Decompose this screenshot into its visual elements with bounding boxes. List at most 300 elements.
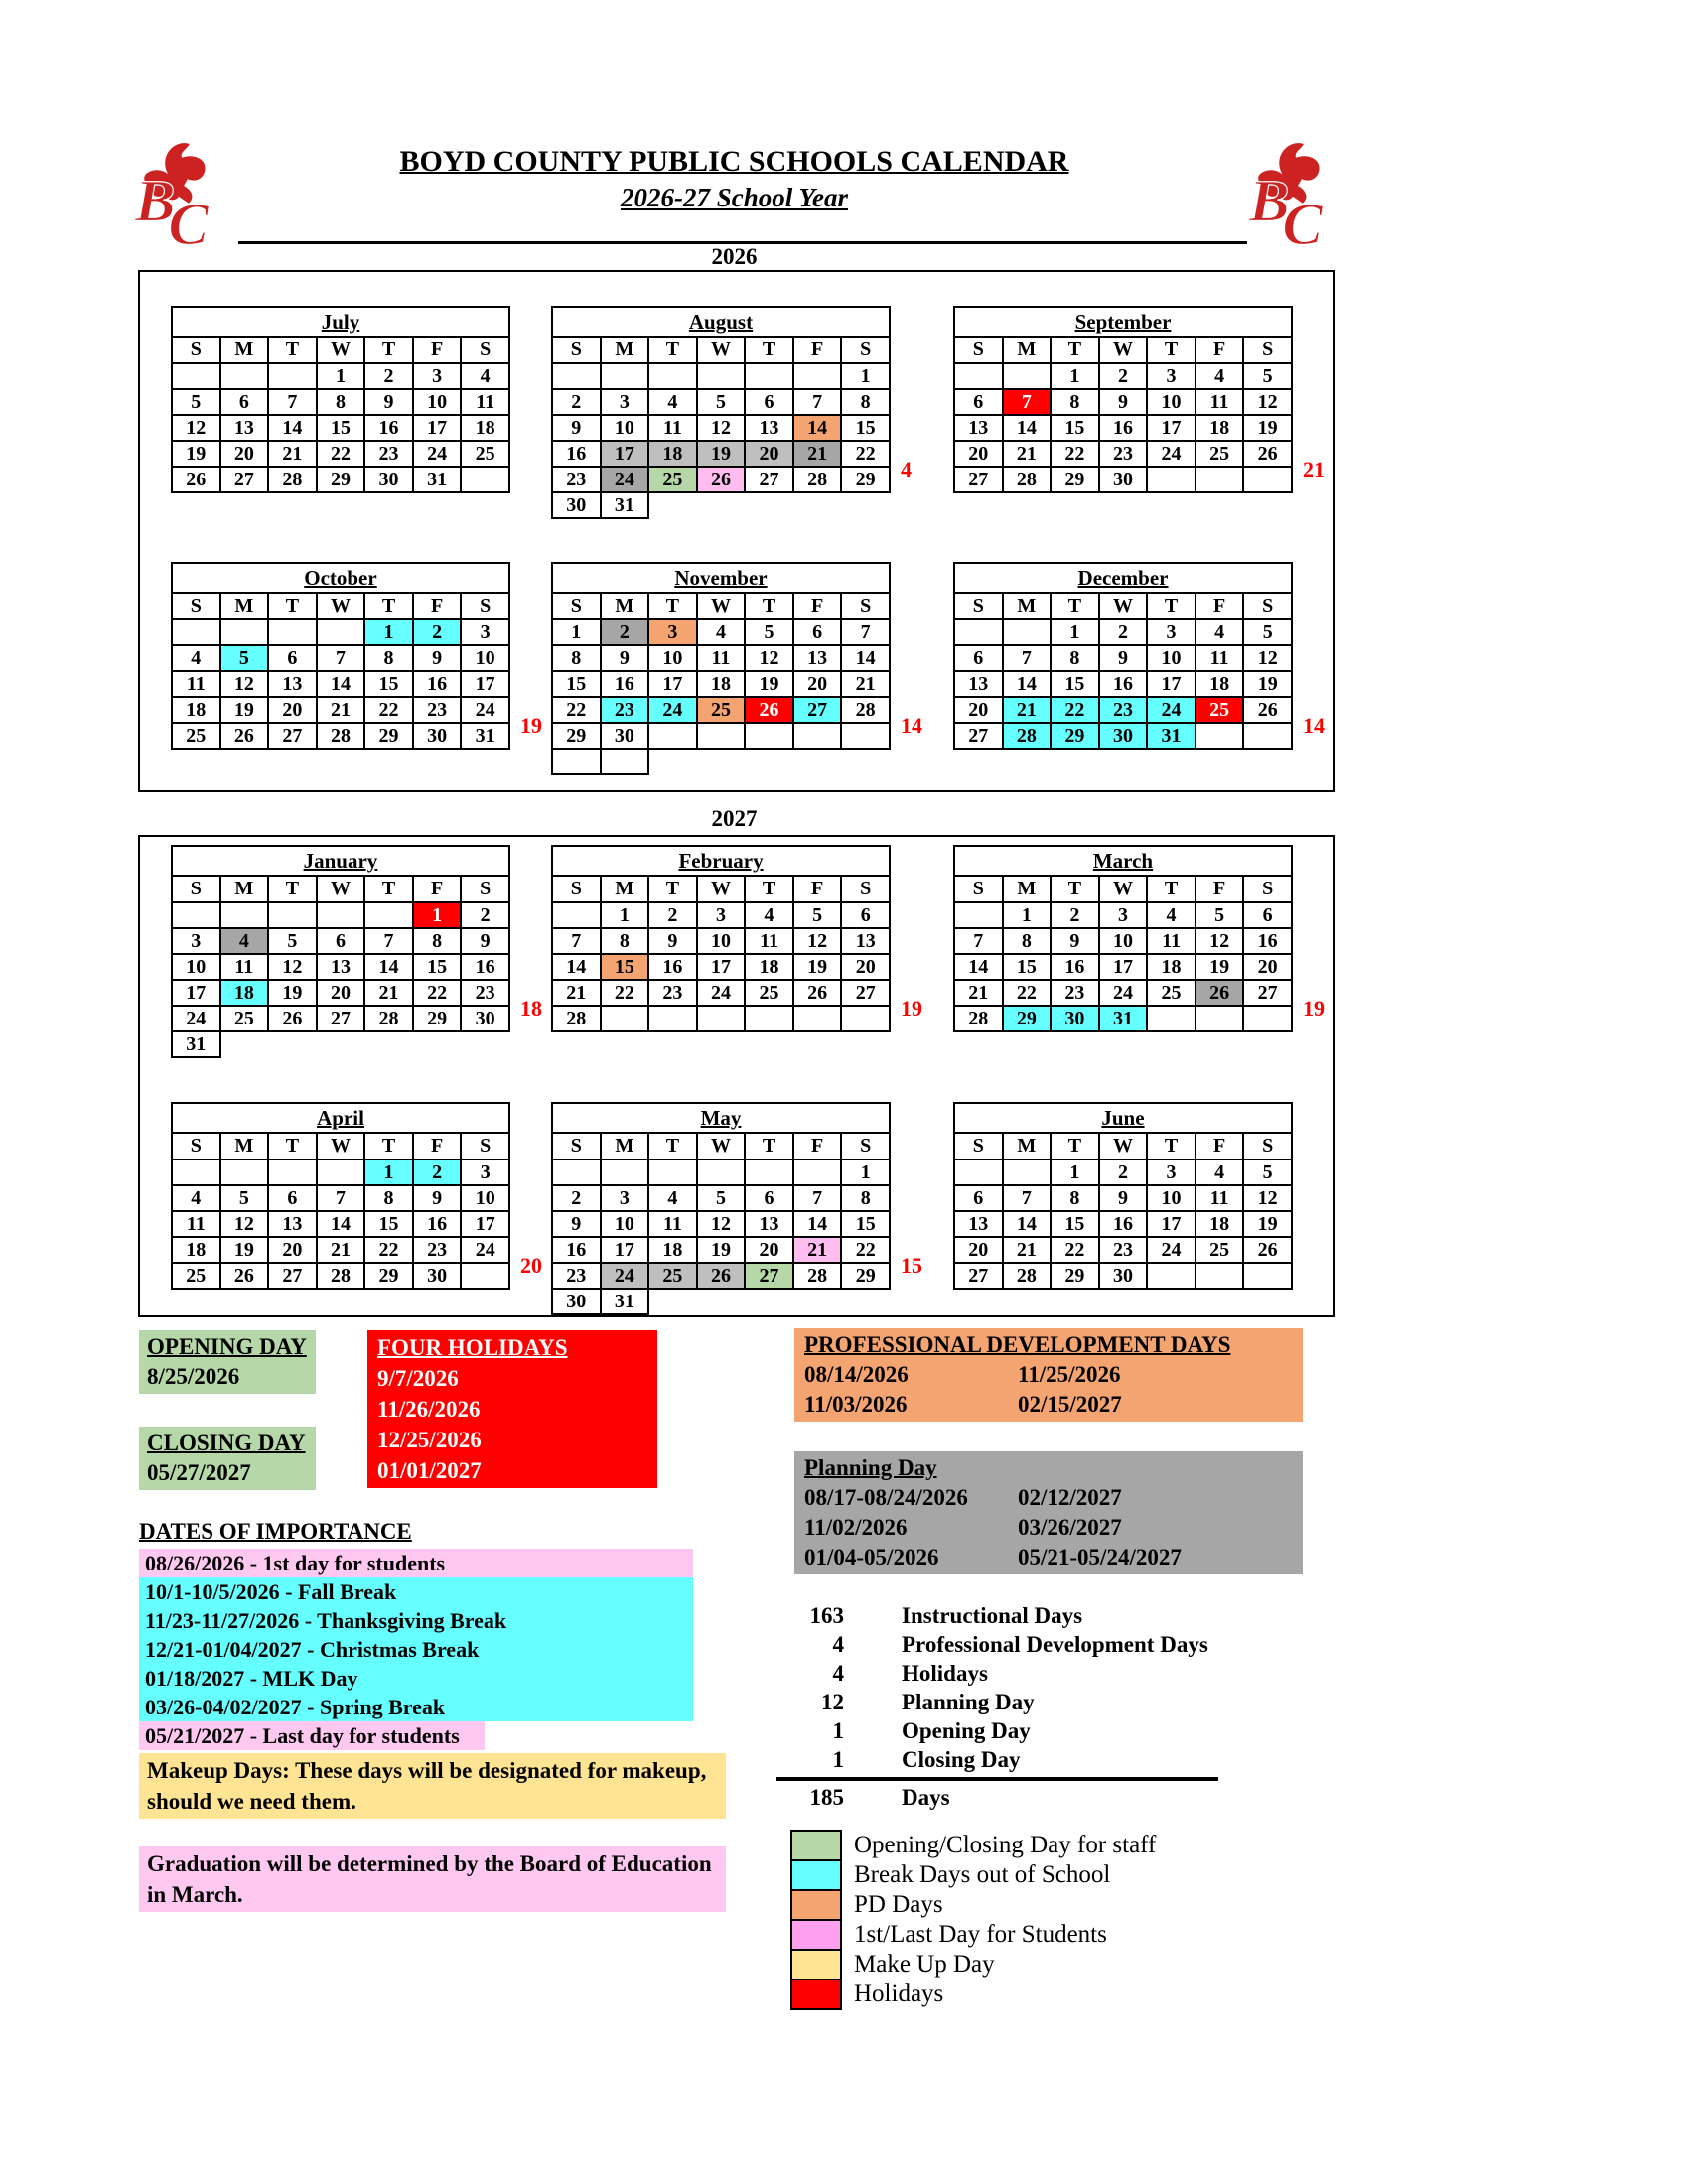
day-cell: 31 — [601, 1289, 649, 1314]
logo-letter-b: B — [135, 168, 176, 235]
day-cell — [954, 1160, 1003, 1185]
day-cell: 16 — [1051, 954, 1099, 980]
importance-item: 05/21/2027 - Last day for students — [139, 1721, 485, 1750]
day-cell — [793, 363, 842, 389]
day-cell: 18 — [648, 1237, 697, 1263]
day-cell: 19 — [1243, 1211, 1292, 1237]
day-cell — [648, 1160, 697, 1185]
day-cell — [793, 1006, 842, 1031]
day-cell: 22 — [1051, 1237, 1099, 1263]
day-cell: 25 — [172, 723, 220, 749]
month-may — [551, 1102, 922, 1315]
day-cell — [1243, 1263, 1292, 1289]
day-cell: 18 — [220, 980, 269, 1006]
day-header: S — [172, 337, 220, 363]
day-cell: 11 — [172, 671, 220, 697]
day-header: S — [461, 1133, 509, 1160]
day-cell: 12 — [745, 645, 793, 671]
dates-of-importance-title: DATES OF IMPORTANCE — [139, 1519, 412, 1544]
day-count-summary — [774, 1601, 1231, 1812]
day-cell: 26 — [745, 697, 793, 723]
day-cell: 23 — [413, 1237, 462, 1263]
day-cell: 16 — [1243, 928, 1292, 954]
day-cell — [601, 749, 649, 774]
pd-date: 02/15/2027 — [1018, 1392, 1122, 1417]
day-cell: 16 — [1099, 671, 1148, 697]
day-cell: 16 — [601, 671, 649, 697]
day-cell: 17 — [1099, 954, 1148, 980]
day-header: T — [1147, 337, 1196, 363]
day-cell: 10 — [461, 1185, 509, 1211]
day-header: F — [413, 1133, 462, 1160]
day-cell — [1147, 467, 1196, 492]
day-cell: 19 — [697, 1237, 746, 1263]
day-cell: 23 — [1099, 1237, 1148, 1263]
legend-swatch-green — [790, 1830, 842, 1861]
day-cell: 19 — [1243, 671, 1292, 697]
day-cell: 9 — [1099, 645, 1148, 671]
day-cell: 15 — [1051, 415, 1099, 441]
day-cell: 3 — [1147, 619, 1196, 645]
empty-spacer — [648, 749, 890, 774]
day-cell: 14 — [1003, 415, 1052, 441]
day-cell: 4 — [1147, 902, 1196, 928]
instructional-days-count: 4 — [901, 457, 912, 481]
pd-row — [804, 1360, 1293, 1390]
month-name-cell — [172, 563, 509, 593]
day-cell: 11 — [461, 389, 509, 415]
day-cell: 27 — [268, 1263, 317, 1289]
month-table-august — [551, 306, 891, 519]
day-cell — [697, 363, 746, 389]
day-cell: 12 — [697, 1211, 746, 1237]
day-cell: 16 — [461, 954, 509, 980]
day-cell: 24 — [413, 441, 462, 467]
day-header: S — [954, 876, 1003, 902]
day-cell: 20 — [1243, 954, 1292, 980]
day-cell: 22 — [841, 1237, 890, 1263]
year-box-2027 — [138, 835, 1335, 1317]
day-cell: 3 — [601, 389, 649, 415]
day-cell — [172, 902, 220, 928]
day-cell: 30 — [461, 1006, 509, 1031]
day-cell — [220, 619, 269, 645]
day-cell: 23 — [552, 467, 601, 492]
day-cell: 15 — [1051, 1211, 1099, 1237]
day-cell: 23 — [413, 697, 462, 723]
day-cell: 14 — [1003, 1211, 1052, 1237]
day-cell: 3 — [697, 902, 746, 928]
day-cell: 7 — [552, 928, 601, 954]
month-table-february — [551, 845, 891, 1032]
opening-day-title: OPENING DAY — [147, 1334, 307, 1359]
day-cell: 17 — [1147, 415, 1196, 441]
year-label-2026: 2026 — [711, 244, 758, 269]
day-header: S — [841, 876, 890, 902]
day-cell: 11 — [172, 1211, 220, 1237]
summary-row — [774, 1745, 1231, 1774]
day-cell: 30 — [552, 1289, 601, 1314]
day-cell: 5 — [793, 902, 842, 928]
day-cell: 18 — [745, 954, 793, 980]
day-cell: 10 — [1147, 645, 1196, 671]
month-july — [171, 306, 508, 493]
day-cell: 11 — [1196, 389, 1244, 415]
month-name-cell — [552, 307, 890, 337]
day-header: T — [648, 337, 697, 363]
day-cell: 15 — [601, 954, 649, 980]
day-cell: 4 — [648, 1185, 697, 1211]
month-name-cell — [172, 307, 509, 337]
day-cell: 26 — [220, 1263, 269, 1289]
day-header: T — [745, 1133, 793, 1160]
day-cell: 29 — [1051, 1263, 1099, 1289]
legend-label: PD Days — [854, 1891, 943, 1918]
month-august — [551, 306, 912, 519]
day-cell — [268, 902, 317, 928]
day-cell: 13 — [268, 1211, 317, 1237]
closing-day-block — [139, 1427, 316, 1490]
month-name: October — [304, 565, 377, 590]
day-cell: 24 — [1147, 441, 1196, 467]
day-header: T — [268, 1133, 317, 1160]
day-cell — [552, 363, 601, 389]
day-cell: 23 — [1099, 697, 1148, 723]
day-cell: 25 — [648, 1263, 697, 1289]
day-cell: 23 — [461, 980, 509, 1006]
day-header: F — [1196, 876, 1244, 902]
day-cell: 28 — [793, 1263, 842, 1289]
day-cell: 17 — [601, 1237, 649, 1263]
day-cell — [268, 1160, 317, 1185]
day-cell: 15 — [413, 954, 462, 980]
summary-label: Professional Development Days — [902, 1632, 1208, 1657]
month-table-july — [171, 306, 510, 493]
day-cell: 19 — [172, 441, 220, 467]
day-cell: 11 — [1196, 1185, 1244, 1211]
pd-days-block — [794, 1328, 1303, 1422]
importance-item: 03/26-04/02/2027 - Spring Break — [139, 1693, 693, 1721]
day-cell — [364, 902, 413, 928]
day-header: T — [1051, 876, 1099, 902]
day-cell: 1 — [413, 902, 462, 928]
day-cell: 29 — [1003, 1006, 1052, 1031]
legend-label: Opening/Closing Day for staff — [854, 1832, 1157, 1858]
day-cell: 13 — [954, 415, 1003, 441]
day-header: S — [954, 337, 1003, 363]
day-header: F — [793, 593, 842, 619]
day-header: F — [1196, 1133, 1244, 1160]
day-header: T — [648, 876, 697, 902]
closing-day-date: 05/27/2027 — [147, 1460, 251, 1485]
day-cell: 23 — [648, 980, 697, 1006]
planning-date: 02/12/2027 — [1018, 1485, 1122, 1510]
four-holidays-dates — [377, 1363, 647, 1486]
day-cell: 24 — [172, 1006, 220, 1031]
day-cell: 24 — [697, 980, 746, 1006]
day-header: T — [648, 1133, 697, 1160]
day-cell: 26 — [1196, 980, 1244, 1006]
day-cell — [1196, 723, 1244, 749]
summary-count: 4 — [832, 1661, 844, 1686]
day-cell: 20 — [954, 697, 1003, 723]
day-cell: 9 — [648, 928, 697, 954]
day-cell: 14 — [268, 415, 317, 441]
day-cell: 15 — [317, 415, 365, 441]
day-header: W — [1099, 337, 1148, 363]
day-cell: 31 — [413, 467, 462, 492]
day-cell: 7 — [954, 928, 1003, 954]
day-header: S — [552, 337, 601, 363]
day-cell: 3 — [1147, 1160, 1196, 1185]
month-name: November — [674, 565, 768, 590]
day-cell: 30 — [552, 492, 601, 518]
day-cell — [1243, 1006, 1292, 1031]
month-april — [171, 1102, 542, 1290]
day-cell: 15 — [1051, 671, 1099, 697]
day-header: M — [601, 593, 649, 619]
day-cell: 10 — [697, 928, 746, 954]
day-cell — [1243, 723, 1292, 749]
day-cell: 4 — [697, 619, 746, 645]
day-cell: 21 — [1003, 441, 1052, 467]
day-cell: 21 — [793, 441, 842, 467]
month-name-cell — [954, 846, 1292, 876]
day-cell: 12 — [172, 415, 220, 441]
day-cell — [552, 902, 601, 928]
day-cell: 15 — [364, 1211, 413, 1237]
day-cell: 19 — [220, 697, 269, 723]
day-cell: 18 — [461, 415, 509, 441]
day-cell: 4 — [220, 928, 269, 954]
day-cell: 1 — [317, 363, 365, 389]
day-cell: 28 — [317, 1263, 365, 1289]
day-cell — [954, 619, 1003, 645]
day-cell: 17 — [1147, 1211, 1196, 1237]
day-cell: 28 — [1003, 1263, 1052, 1289]
month-name-cell — [552, 1103, 890, 1133]
day-cell: 1 — [601, 902, 649, 928]
day-cell: 16 — [364, 415, 413, 441]
day-cell: 31 — [1147, 723, 1196, 749]
day-header: S — [461, 593, 509, 619]
day-cell: 2 — [364, 363, 413, 389]
day-cell — [745, 363, 793, 389]
planning-date: 05/21-05/24/2027 — [1018, 1545, 1182, 1570]
day-cell: 27 — [268, 723, 317, 749]
day-cell: 7 — [1003, 389, 1052, 415]
day-cell: 13 — [268, 671, 317, 697]
day-cell: 18 — [697, 671, 746, 697]
month-table-october — [171, 562, 510, 750]
day-cell: 14 — [317, 1211, 365, 1237]
day-header: S — [552, 593, 601, 619]
pd-days-dates — [804, 1360, 1293, 1420]
day-cell: 31 — [461, 723, 509, 749]
day-cell: 1 — [841, 1160, 890, 1185]
month-table-november — [551, 562, 891, 775]
day-cell: 20 — [745, 441, 793, 467]
day-cell: 21 — [793, 1237, 842, 1263]
day-cell: 21 — [954, 980, 1003, 1006]
day-cell — [793, 1160, 842, 1185]
page-subtitle: 2026-27 School Year — [620, 183, 848, 212]
month-october — [171, 562, 542, 750]
day-cell: 29 — [841, 467, 890, 492]
month-name-cell — [552, 846, 890, 876]
day-cell: 13 — [317, 954, 365, 980]
day-header: T — [364, 876, 413, 902]
day-cell: 16 — [1099, 415, 1148, 441]
planning-date: 08/17-08/24/2026 — [804, 1485, 968, 1510]
day-header: M — [1003, 876, 1052, 902]
day-header: T — [268, 876, 317, 902]
month-name-cell — [172, 1103, 509, 1133]
day-header: S — [1243, 1133, 1292, 1160]
day-cell: 24 — [1099, 980, 1148, 1006]
summary-row — [774, 1601, 1231, 1630]
day-cell — [841, 1006, 890, 1031]
day-cell: 1 — [1051, 619, 1099, 645]
day-cell: 22 — [552, 697, 601, 723]
day-cell: 22 — [1051, 697, 1099, 723]
day-header: S — [841, 1133, 890, 1160]
legend-row — [790, 1859, 1156, 1891]
summary-total-count: 185 — [809, 1785, 844, 1810]
day-cell: 21 — [1003, 697, 1052, 723]
day-cell: 28 — [364, 1006, 413, 1031]
day-cell: 20 — [268, 697, 317, 723]
day-cell: 24 — [601, 467, 649, 492]
summary-label: Opening Day — [902, 1718, 1031, 1743]
day-cell: 12 — [220, 1211, 269, 1237]
month-name: March — [1092, 848, 1154, 873]
instructional-days-count: 19 — [520, 713, 542, 738]
month-march — [953, 845, 1325, 1032]
day-cell: 25 — [648, 467, 697, 492]
day-cell: 6 — [954, 389, 1003, 415]
day-cell: 22 — [1051, 441, 1099, 467]
day-cell: 4 — [1196, 1160, 1244, 1185]
day-cell: 25 — [1196, 441, 1244, 467]
month-table-june — [953, 1102, 1293, 1290]
day-cell: 8 — [364, 1185, 413, 1211]
day-cell: 24 — [1147, 697, 1196, 723]
day-cell: 20 — [317, 980, 365, 1006]
opening-day-block — [139, 1330, 316, 1394]
day-header: S — [552, 1133, 601, 1160]
day-cell: 29 — [413, 1006, 462, 1031]
month-name: September — [1074, 309, 1172, 334]
day-header: M — [1003, 593, 1052, 619]
day-cell: 25 — [1196, 1237, 1244, 1263]
day-cell: 22 — [364, 697, 413, 723]
day-cell: 28 — [793, 467, 842, 492]
day-cell: 8 — [1051, 389, 1099, 415]
month-table-september — [953, 306, 1293, 493]
day-header: M — [220, 876, 269, 902]
day-cell: 15 — [552, 671, 601, 697]
day-cell — [1003, 619, 1052, 645]
day-cell: 6 — [954, 645, 1003, 671]
day-header: F — [1196, 593, 1244, 619]
day-header: T — [648, 593, 697, 619]
day-cell: 27 — [954, 723, 1003, 749]
legend-label: Make Up Day — [854, 1951, 995, 1978]
four-holidays-title: FOUR HOLIDAYS — [377, 1335, 568, 1360]
day-cell: 1 — [552, 619, 601, 645]
month-table-january — [171, 845, 510, 1058]
day-header: M — [220, 337, 269, 363]
planning-row — [804, 1483, 1293, 1513]
month-name-cell — [954, 1103, 1292, 1133]
day-cell: 28 — [552, 1006, 601, 1031]
day-cell — [793, 723, 842, 749]
day-cell: 24 — [648, 697, 697, 723]
day-header: S — [461, 337, 509, 363]
month-table-december — [953, 562, 1293, 750]
day-header: T — [745, 593, 793, 619]
day-cell: 3 — [601, 1185, 649, 1211]
pd-date: 11/25/2026 — [1018, 1362, 1121, 1387]
summary-count: 1 — [832, 1718, 844, 1743]
day-cell: 7 — [793, 389, 842, 415]
day-cell: 22 — [841, 441, 890, 467]
day-cell: 29 — [552, 723, 601, 749]
closing-day-title: CLOSING DAY — [147, 1431, 306, 1455]
day-cell: 2 — [413, 1160, 462, 1185]
day-cell — [172, 619, 220, 645]
summary-total-line — [776, 1777, 1218, 1781]
instructional-days-count: 21 — [1303, 457, 1325, 481]
day-header: T — [364, 593, 413, 619]
day-cell: 3 — [172, 928, 220, 954]
header — [138, 145, 1331, 213]
day-header: S — [1243, 337, 1292, 363]
day-cell: 4 — [745, 902, 793, 928]
day-cell: 26 — [220, 723, 269, 749]
day-header: W — [1099, 593, 1148, 619]
empty-spacer — [648, 1289, 890, 1314]
day-cell: 27 — [1243, 980, 1292, 1006]
day-header: F — [1196, 337, 1244, 363]
day-cell: 17 — [461, 671, 509, 697]
day-cell: 13 — [954, 1211, 1003, 1237]
day-cell: 20 — [841, 954, 890, 980]
day-header: F — [793, 337, 842, 363]
day-cell: 25 — [461, 441, 509, 467]
day-header: W — [697, 337, 746, 363]
day-header: T — [1051, 337, 1099, 363]
page-title: BOYD COUNTY PUBLIC SCHOOLS CALENDAR — [399, 145, 1069, 178]
day-header: S — [841, 337, 890, 363]
day-cell: 4 — [1196, 619, 1244, 645]
day-cell — [268, 363, 317, 389]
holiday-date: 11/26/2026 — [377, 1397, 481, 1422]
holiday-date: 9/7/2026 — [377, 1366, 459, 1391]
day-cell: 10 — [413, 389, 462, 415]
legend-swatch-legend_pink — [790, 1919, 842, 1951]
day-cell: 8 — [364, 645, 413, 671]
day-cell — [745, 1006, 793, 1031]
day-cell: 8 — [1051, 1185, 1099, 1211]
day-cell: 29 — [841, 1263, 890, 1289]
day-header: W — [317, 337, 365, 363]
day-cell: 8 — [841, 389, 890, 415]
day-cell: 3 — [461, 1160, 509, 1185]
day-header: F — [793, 1133, 842, 1160]
day-cell: 28 — [268, 467, 317, 492]
